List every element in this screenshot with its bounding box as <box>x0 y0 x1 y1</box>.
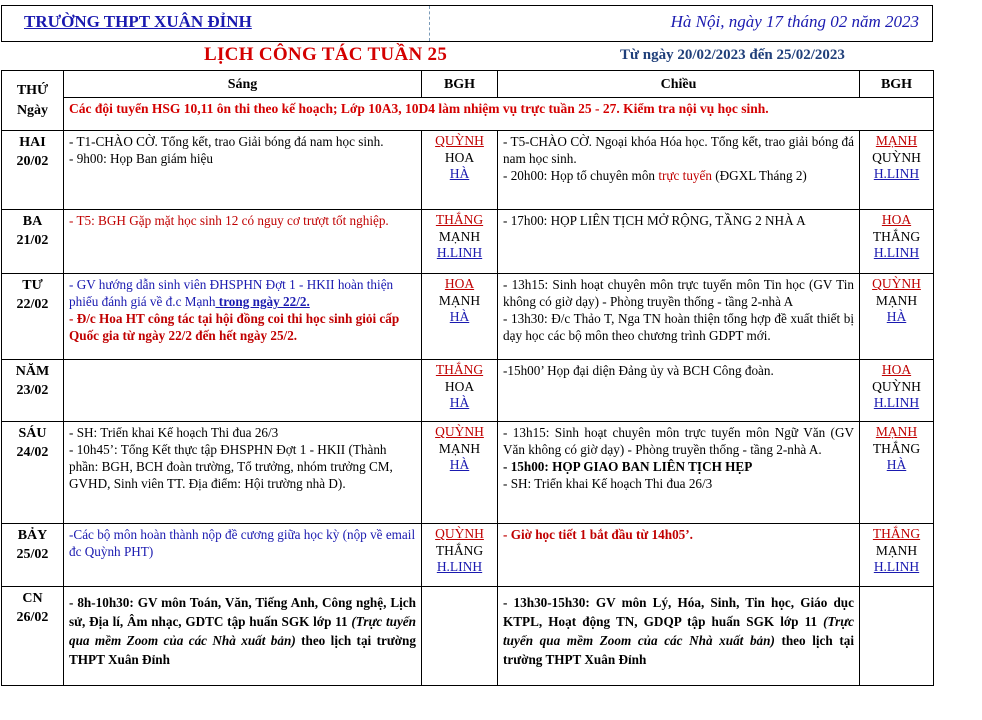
afternoon-cell <box>498 210 860 274</box>
bgh-member: MẠNH <box>438 440 481 456</box>
bgh-member: MẠNH <box>875 542 918 558</box>
online-note: (Trực tuyến qua mềm Zoom của các Nhà xuất bản) <box>503 614 854 648</box>
afternoon-item: - 13h30: Đ/c Thảo T, Nga TN hoàn thiện tổng hợp đề xuất thiết bị dạy học các bộ môn theo chương trình GDPT mới. <box>503 311 854 343</box>
bgh-duty: THẮNG <box>435 362 484 377</box>
afternoon-cell <box>498 587 860 686</box>
bgh-morning-cell <box>422 524 498 587</box>
col-bgh-morning: BGH <box>422 71 498 98</box>
header-row <box>2 71 934 98</box>
day-date: 24/02 <box>16 445 49 460</box>
afternoon-item: - SH: Triển khai Kế hoạch Thi đua 26/3 <box>503 476 713 491</box>
bgh-member: THẮNG <box>872 228 921 244</box>
bgh-afternoon-cell <box>860 524 934 587</box>
weekly-notice-text: Các đội tuyển HSG 10,11 ôn thi theo kế hoạch; Lớp 10A3, 10D4 làm nhiệm vụ trực tuần 25 - 27. Kiểm tra nội vụ học sinh. <box>69 101 769 116</box>
bgh-duty: QUỲNH <box>435 133 484 148</box>
bgh-morning-cell <box>422 274 498 360</box>
day-row-cn <box>2 587 934 686</box>
afternoon-item: - 13h15: Sinh hoạt chuyên môn trực tuyến môn Tin học (GV Tin không có giờ dạy) - Phòng truyền thống - tầng 2-nhà A <box>503 277 854 309</box>
day-date: 23/02 <box>16 383 49 398</box>
bgh-member: MẠNH <box>438 292 481 308</box>
bgh-member: H.LINH <box>873 559 920 574</box>
day-row-sau <box>2 422 934 524</box>
day-name: HAI <box>19 135 46 150</box>
bgh-duty: QUỲNH <box>872 276 921 291</box>
morning-cell <box>64 274 422 360</box>
bgh-afternoon-cell <box>860 422 934 524</box>
page-title: LỊCH CÔNG TÁC TUẦN 25 <box>204 44 448 65</box>
morning-item: - GV hướng dẫn sinh viên ĐHSPHN Đợt 1 - HKII hoàn thiện phiếu đánh giá về đ.c Mạnh <box>69 277 394 309</box>
school-name: TRƯỜNG THPT XUÂN ĐỈNH <box>24 12 252 31</box>
bgh-member: HÀ <box>886 457 907 472</box>
morning-item: theo lịch tại trường THPT Xuân Đỉnh <box>69 633 416 667</box>
online-tag: trực tuyến <box>658 168 712 183</box>
bgh-member: MẠNH <box>438 228 481 244</box>
bgh-afternoon-cell <box>860 274 934 360</box>
col-ngay-label: Ngày <box>16 102 49 118</box>
bgh-member: QUỲNH <box>872 378 921 394</box>
day-cell <box>2 422 64 524</box>
morning-item: - 8h-10h30: GV môn Toán, Văn, Tiếng Anh, Công nghệ, Lịch sử, Địa lí, Âm nhạc, GDTC tập huấn SGK lớp 11 <box>69 595 416 629</box>
bgh-member: HÀ <box>886 309 907 324</box>
bgh-duty: QUỲNH <box>435 526 484 541</box>
header-divider <box>429 6 430 41</box>
bgh-member: THẮNG <box>872 440 921 456</box>
col-chieu: Chiều <box>498 71 860 98</box>
bgh-duty: QUỲNH <box>435 424 484 439</box>
day-cell <box>2 587 64 686</box>
afternoon-cell <box>498 131 860 210</box>
afternoon-cell <box>498 360 860 422</box>
afternoon-item: - Giờ học tiết 1 bắt đầu từ 14h05’. <box>503 527 693 542</box>
day-name: BẢY <box>17 528 48 543</box>
day-cell <box>2 210 64 274</box>
bgh-morning-cell <box>422 131 498 210</box>
bgh-duty: HOA <box>881 212 912 227</box>
morning-item: - 10h45’: Tổng Kết thực tập ĐHSPHN Đợt 1 - HKII <box>69 442 346 457</box>
bgh-member: HÀ <box>449 395 470 410</box>
day-row-bay <box>2 524 934 587</box>
bgh-member: HOA <box>444 378 475 394</box>
day-date: 21/02 <box>16 233 49 248</box>
morning-cell <box>64 360 422 422</box>
col-thu <box>2 71 64 131</box>
bgh-member: HOA <box>444 149 475 165</box>
morning-item-detail: (Thành phần: BGH, BCH đoàn trường, Tổ trưởng, nhóm trưởng CM, GVHD, Sinh viên TT. Địa điểm: Hội trường nhà D). <box>69 442 393 491</box>
notice-row <box>2 98 934 131</box>
online-note: (Trực tuyến qua mềm Zoom của các Nhà xuất bản) <box>69 614 416 648</box>
bgh-afternoon-cell <box>860 587 934 686</box>
bgh-afternoon-cell <box>860 131 934 210</box>
header-bar <box>1 5 933 42</box>
day-name: SÁU <box>18 426 47 441</box>
afternoon-cell <box>498 422 860 524</box>
bgh-duty: THẮNG <box>872 526 921 541</box>
day-row-tu <box>2 274 934 360</box>
bgh-duty: HOA <box>881 362 912 377</box>
bgh-member: THẮNG <box>435 542 484 558</box>
bgh-duty: MẠNH <box>875 424 918 439</box>
day-date: 22/02 <box>16 297 49 312</box>
notice-filler <box>860 98 934 131</box>
morning-cell <box>64 131 422 210</box>
afternoon-item: - 17h00: HỌP LIÊN TỊCH MỞ RỘNG, TẦNG 2 NHÀ A <box>503 213 806 228</box>
col-thu-label: THỨ <box>16 82 49 98</box>
schedule-table <box>1 70 934 686</box>
col-sang: Sáng <box>64 71 422 98</box>
afternoon-item: theo lịch tại trường THPT Xuân Đỉnh <box>503 633 854 667</box>
day-cell <box>2 360 64 422</box>
afternoon-item: -15h00’ Họp đại diện Đảng ủy và BCH Công đoàn. <box>503 363 774 378</box>
bgh-member: HÀ <box>449 166 470 181</box>
bgh-duty: HOA <box>444 276 475 291</box>
bgh-member: H.LINH <box>873 245 920 260</box>
bgh-morning-cell <box>422 360 498 422</box>
day-name: BA <box>22 214 43 229</box>
morning-cell <box>64 422 422 524</box>
bgh-morning-cell <box>422 210 498 274</box>
bgh-afternoon-cell <box>860 360 934 422</box>
afternoon-item: - 13h15: Sinh hoạt chuyên môn trực tuyến môn Ngữ Văn (GV Văn không có giờ dạy) - Phòng truyền thống - tầng 2-nhà A. <box>503 425 854 457</box>
morning-item: -Các bộ môn hoàn thành nộp đề cương giữa học kỳ (nộp về email đc Quỳnh PHT) <box>69 527 416 559</box>
bgh-member: H.LINH <box>436 245 483 260</box>
day-date: 25/02 <box>16 547 49 562</box>
morning-item: - SH: Triển khai Kế hoạch Thi đua 26/3 <box>69 425 279 440</box>
day-row-ba <box>2 210 934 274</box>
bgh-member: H.LINH <box>436 559 483 574</box>
bgh-morning-cell <box>422 587 498 686</box>
afternoon-cell <box>498 524 860 587</box>
day-cell <box>2 274 64 360</box>
afternoon-item: (ĐGXL Tháng 2) <box>711 168 807 183</box>
afternoon-cell <box>498 274 860 360</box>
day-date: 26/02 <box>16 610 49 625</box>
bgh-member: H.LINH <box>873 166 920 181</box>
morning-cell <box>64 587 422 686</box>
afternoon-item: - 20h00: Họp tổ chuyên môn <box>503 168 659 183</box>
day-name: TƯ <box>22 278 43 293</box>
day-row-nam <box>2 360 934 422</box>
day-date: 20/02 <box>16 154 49 169</box>
day-name: NĂM <box>15 364 50 379</box>
morning-cell <box>64 524 422 587</box>
morning-item: - 9h00: Họp Ban giám hiệu <box>69 151 213 166</box>
afternoon-item: - 13h30-15h30: GV môn Lý, Hóa, Sinh, Tin học, Giáo dục KTPL, Hoạt động TN, GDQP tập huấn SGK lớp 11 <box>503 595 854 629</box>
bgh-morning-cell <box>422 422 498 524</box>
weekly-notice <box>64 98 860 131</box>
day-name: CN <box>22 591 43 606</box>
bgh-member: HÀ <box>449 309 470 324</box>
col-bgh-afternoon: BGH <box>860 71 934 98</box>
morning-cell <box>64 210 422 274</box>
day-cell <box>2 524 64 587</box>
bgh-afternoon-cell <box>860 210 934 274</box>
morning-item: - T1-CHÀO CỜ. Tổng kết, trao Giải bóng đá nam học sinh. <box>69 134 384 149</box>
bgh-duty: MẠNH <box>875 133 918 148</box>
morning-item: - Đ/c Hoa HT công tác tại hội đồng coi thi học sinh giỏi cấp Quốc gia từ ngày 22/2 đến hết ngày 25/2. <box>69 311 400 343</box>
bgh-duty: THẮNG <box>435 212 484 227</box>
afternoon-item: - 15h00: HỌP GIAO BAN LIÊN TỊCH HẸP <box>503 459 753 474</box>
bgh-member: HÀ <box>449 457 470 472</box>
bgh-member: H.LINH <box>873 395 920 410</box>
morning-deadline: trong ngày 22/2. <box>215 294 310 309</box>
date-range: Từ ngày 20/02/2023 đến 25/02/2023 <box>620 47 845 63</box>
bgh-member: MẠNH <box>875 292 918 308</box>
header-date: Hà Nội, ngày 17 tháng 02 năm 2023 <box>670 12 919 31</box>
day-row-hai <box>2 131 934 210</box>
morning-item: - T5: BGH Gặp mặt học sinh 12 có nguy cơ trượt tốt nghiệp. <box>69 213 389 228</box>
day-cell <box>2 131 64 210</box>
afternoon-item: - T5-CHÀO CỜ. Ngoại khóa Hóa học. Tổng kết, trao giải bóng đá nam học sinh. <box>503 134 854 166</box>
bgh-member: QUỲNH <box>872 149 921 165</box>
